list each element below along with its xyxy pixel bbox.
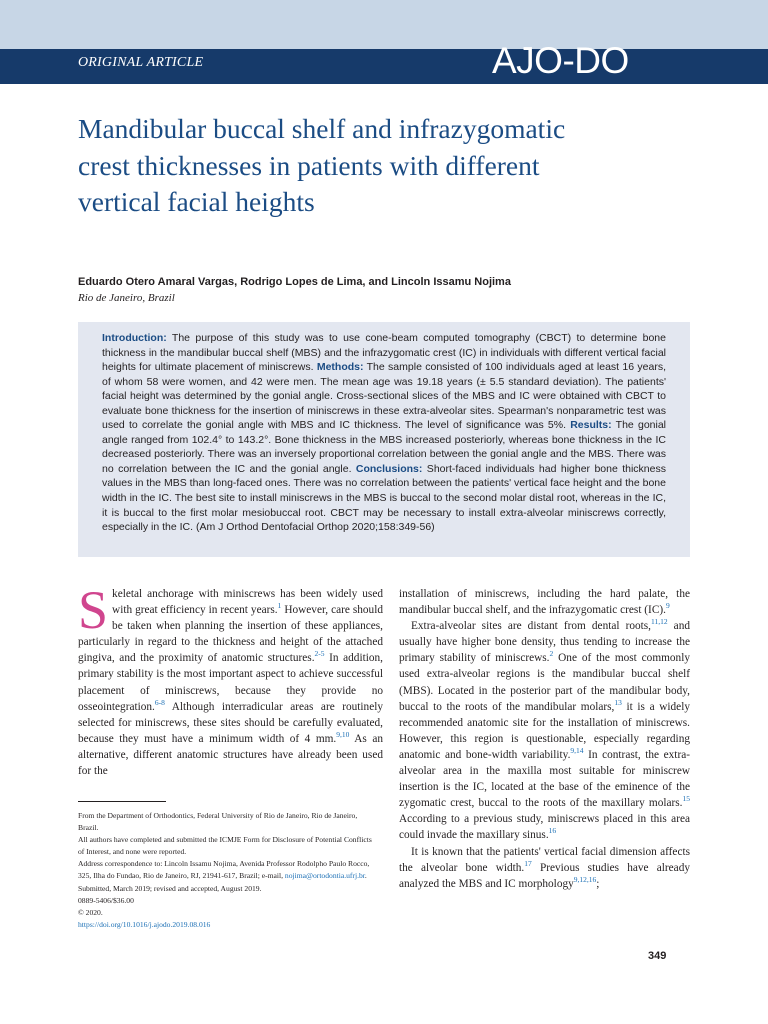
body-column-right <box>399 586 690 892</box>
citation-link[interactable]: 9 <box>665 601 670 611</box>
body-text: Although interradicular areas are routinely selected for miniscrews, these sites should be carefully evaluated, because they must have a minimum width of 4 mm. <box>78 700 383 745</box>
body-text: it is a widely recommended anatomic site for the installation of miniscrews. However, this region is questionable, especially regarding anatomic and bone-width variability. <box>399 700 690 761</box>
body-text: Previous studies have already analyzed the MBS and IC morphology <box>399 861 690 890</box>
page-number: 349 <box>648 950 667 962</box>
body-text: In addition, primary stability is the most important aspect to achieve successful placement of miniscrews, because they provide no osseointegration. <box>78 652 383 713</box>
abstract-introduction: The purpose of this study was to use cone-beam computed tomography (CBCT) to determine bone thickness in the mandibular buccal shelf (MBS) and the infrazygomatic crest (IC) in individuals with different vertical facial heights for ultimate placement of miniscrews. <box>102 332 666 374</box>
abstract-conclusions-label: Conclusions: <box>355 462 423 475</box>
abstract-text <box>102 331 666 535</box>
footnote-address <box>78 858 378 882</box>
abstract-box <box>78 322 690 557</box>
author-list: Eduardo Otero Amaral Vargas, Rodrigo Lopes de Lima, and Lincoln Issamu Nojima <box>78 276 511 288</box>
footnote-coi: All authors have completed and submitted the ICMJE Form for Disclosure of Potential Conflicts of Interest, and none were reported. <box>78 835 372 857</box>
body-text: In contrast, the extra-alveolar area in the maxilla most suitable for miniscrew insertion is the IC, located at the base of the eminence of the zygomatic crest, buccal to the roots of the maxillary molars. <box>399 748 690 810</box>
affiliation: Rio de Janeiro, Brazil <box>78 292 175 304</box>
abstract-methods-label: Methods: <box>316 361 364 374</box>
journal-logo: AJO-DO <box>492 40 629 81</box>
body-text: However, care should be taken when planning the insertion of these appliances, particularly in regard to the thickness and height of the attached gingiva, and the proximity of anatomic structures. <box>78 604 383 665</box>
citation-link[interactable]: 9,12,16 <box>573 874 597 884</box>
abstract-methods: The sample consisted of 100 individuals aged at least 16 years, of whom 58 were women, and 42 were men. The mean age was 19.18 years (± 5.5 standard deviation). The patients' facial height was determined by the gonial angle. Cross-sectional slices of the MBS and IC were obtained with CBCT to evaluate bone thickness for the insertion of miniscrews in these extra-alveolar sites. Spearman's nonparametric test was used to correlate the gonial angle with MBS and IC thickness. The level of significance was 5%. <box>102 361 667 432</box>
body-paragraph <box>78 580 383 779</box>
body-text: installation of miniscrews, including the hard palate, the mandibular buccal shelf, and the infrazygomatic crest (IC). <box>399 588 690 617</box>
abstract-conclusions: Short-faced individuals had higher bone thickness values in the MBS than long-faced ones. There was no correlation between the patients' vertical face height and the bone width in the IC. The best site to install miniscrews in the MBS is buccal to the second molar distal root, whereas in the IC, it is buccal to the first molar mesiobuccal root. CBCT may be necessary to install extra-alveolar miniscrews correctly, especially in the IC. (Am J Orthod Dentofacial Orthop 2020;158:349-56) <box>102 462 666 534</box>
abstract-introduction-label: Introduction: <box>102 332 167 344</box>
article-title: Mandibular buccal shelf and infrazygomatic crest thicknesses in patients with different vertical facial heights <box>78 113 566 217</box>
body-paragraph <box>399 618 690 843</box>
drop-cap: S <box>78 580 109 640</box>
body-text: According to a previous study, miniscrews placed in this area could invade the maxillary sinus. <box>399 813 690 842</box>
body-column-left <box>78 580 383 779</box>
footnote-department: From the Department of Orthodontics, Federal University of Rio de Janeiro, Rio de Janeiro, Brazil. <box>78 811 358 833</box>
abstract-results-label: Results: <box>570 419 612 432</box>
footnote-copyright: © 2020. <box>78 907 103 917</box>
citation-link[interactable]: 16 <box>548 826 557 836</box>
body-text: As an alternative, different anatomic structures have already been used for the <box>78 732 383 778</box>
footnote-divider <box>78 801 166 802</box>
header-top-band <box>0 0 768 49</box>
citation-link[interactable]: 6-8 <box>154 697 165 707</box>
doi-link[interactable]: https://doi.org/10.1016/j.ajodo.2019.08.016 <box>78 919 211 929</box>
body-paragraph <box>399 586 690 618</box>
body-text: Extra-alveolar sites are distant from dental roots, <box>411 620 651 633</box>
email-link[interactable]: nojima@ortodontia.ufrj.br <box>284 871 365 881</box>
citation-link[interactable]: 1 <box>277 601 282 611</box>
body-text: and usually have higher bone density, thus tending to increase the primary stability of miniscrews. <box>399 620 690 665</box>
address-text: Address correspondence to: Lincoln Issamu Nojima, Avenida Professor Rodolpho Paulo Rocco, 325, Ilha do Fundao, Rio de Janeiro, RJ, 21941-617, Brazil; e-mail, <box>78 859 370 881</box>
citation-link[interactable]: 11,12 <box>651 617 668 627</box>
citation-link[interactable]: 9,10 <box>336 730 350 740</box>
abstract-results: The gonial angle ranged from 102.4° to 143.2°. Bone thickness in the MBS increased posteriorly, whereas bone thickness in the IC decreased posteriorly. There was an inversely proportional correlation between the gonial angle and the MBS. There was no correlation between the IC and the gonial angle. <box>102 419 666 475</box>
citation-link[interactable]: 2 <box>549 649 554 659</box>
body-text: keletal anchorage with miniscrews has been widely used with great efficiency in recent years. <box>112 588 383 617</box>
citation-link[interactable]: 15 <box>682 794 690 804</box>
address-text-end: . <box>364 871 367 881</box>
body-text: It is known that the patients' vertical facial dimension affects the alveolar bone width. <box>399 845 690 874</box>
citation-link[interactable]: 9,14 <box>570 746 584 756</box>
citation-link[interactable]: 2-5 <box>314 649 325 659</box>
footnotes <box>78 810 378 931</box>
section-label: ORIGINAL ARTICLE <box>78 55 204 70</box>
citation-link[interactable]: 13 <box>614 697 622 707</box>
body-text: One of the most commonly used extra-alveolar regions is the mandibular buccal shelf (MBS). Located in the posterior part of the mandibular body, buccal to the roots of the mandibular molars, <box>399 652 690 713</box>
body-text: ; <box>596 877 600 890</box>
citation-link[interactable]: 17 <box>524 858 532 868</box>
footnote-issn: 0889-5406/$36.00 <box>78 895 134 905</box>
body-paragraph <box>399 844 690 892</box>
footnote-submitted: Submitted, March 2019; revised and accepted, August 2019. <box>78 883 262 893</box>
